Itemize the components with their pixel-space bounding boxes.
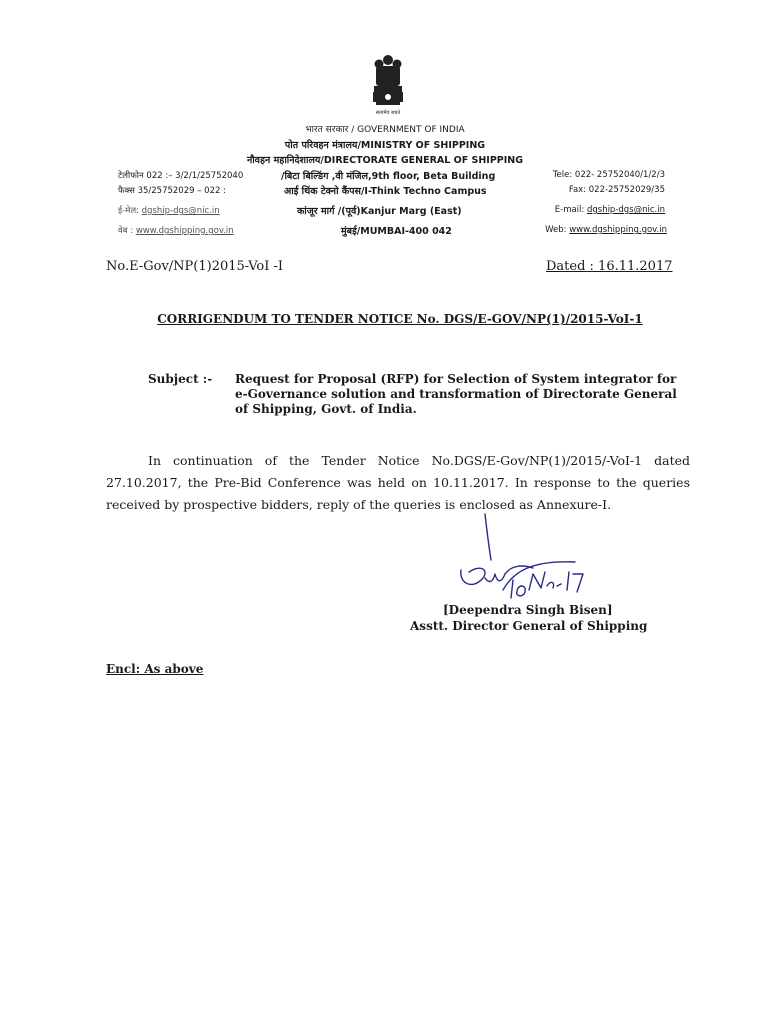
header-right-web	[530, 225, 667, 235]
header-left-phone: टेलीफोन 022 :– 3/2/1/25752040	[118, 171, 244, 181]
header-left-web-label: वेब :	[118, 226, 134, 236]
enclosure-note: Encl: As above	[106, 662, 204, 676]
header-ministry: पोत परिवहन मंत्रालय/MINISTRY OF SHIPPING	[284, 140, 486, 151]
header-left-web	[118, 225, 234, 236]
document-date: Dated : 16.11.2017	[546, 259, 673, 274]
header-right-web-link[interactable]: www.dgshipping.gov.in	[569, 225, 667, 235]
header-right-fax: Fax: 022-25752029/35	[568, 185, 665, 195]
header-address-building: /बिटा बिल्डिंग ,वी मंजिल,9th floor, Beta Building	[281, 171, 496, 182]
header-right-email-label: E-mail:	[554, 205, 587, 215]
document-title: CORRIGENDUM TO TENDER NOTICE No. DGS/E-GOV/NP(1)/2015-VoI-1	[157, 312, 643, 326]
signatory-designation: Asstt. Director General of Shipping	[410, 619, 648, 633]
header-right-web-label: Web:	[545, 225, 570, 235]
header-right-email	[540, 205, 665, 215]
header-right-email-link[interactable]: dgship-dgs@nic.in	[586, 205, 665, 215]
header-directorate: नौवहन महानिदेशालय/DIRECTORATE GENERAL OF SHIPPING	[246, 155, 524, 166]
signatory-name: [Deependra Singh Bisen]	[443, 603, 613, 617]
subject-text: Request for Proposal (RFP) for Selection of System integrator for e-Governance solution and transformation of Directorate General of Shipping, Govt. of India.	[235, 372, 677, 416]
header-address-campus: आई थिंक टेक्नो कैंपस/I-Think Techno Campus	[284, 186, 487, 197]
header-left-web-link[interactable]: www.dgshipping.gov.in	[135, 226, 234, 236]
header-left-email-label: ई-मेल:	[118, 206, 139, 216]
handwritten-signature	[455, 512, 595, 607]
header-address-city: मुंबई/MUMBAI-400 042	[341, 226, 452, 237]
national-emblem-icon	[370, 52, 406, 112]
header-left-email	[118, 205, 220, 216]
subject-label: Subject :-	[148, 372, 213, 386]
header-left-email-link[interactable]: dgship-dgs@nic.in	[141, 206, 220, 216]
header-address-locality: कांजूर मार्ग /(पूर्व)Kanjur Marg (East)	[297, 206, 462, 217]
reference-number: No.E-Gov/NP(1)2015-VoI -I	[106, 259, 284, 274]
header-left-fax: फैक्स 35/25752029 – 022 :	[118, 186, 226, 196]
header-government: भारत सरकार / GOVERNMENT OF INDIA	[305, 125, 465, 135]
handwritten-date-text: 16 Nov.17	[455, 512, 461, 513]
emblem-motto: सत्यमेव जयते	[375, 110, 401, 116]
body-paragraph: In continuation of the Tender Notice No.DGS/E-Gov/NP(1)/2015/-VoI-1 dated 27.10.2017, the Pre-Bid Conference was held on 10.11.2017. In response to the queries received by prospective bidders, reply of the queries is enclosed as Annexure-I.	[106, 453, 690, 512]
header-right-tele: Tele: 022- 25752040/1/2/3	[552, 170, 665, 180]
